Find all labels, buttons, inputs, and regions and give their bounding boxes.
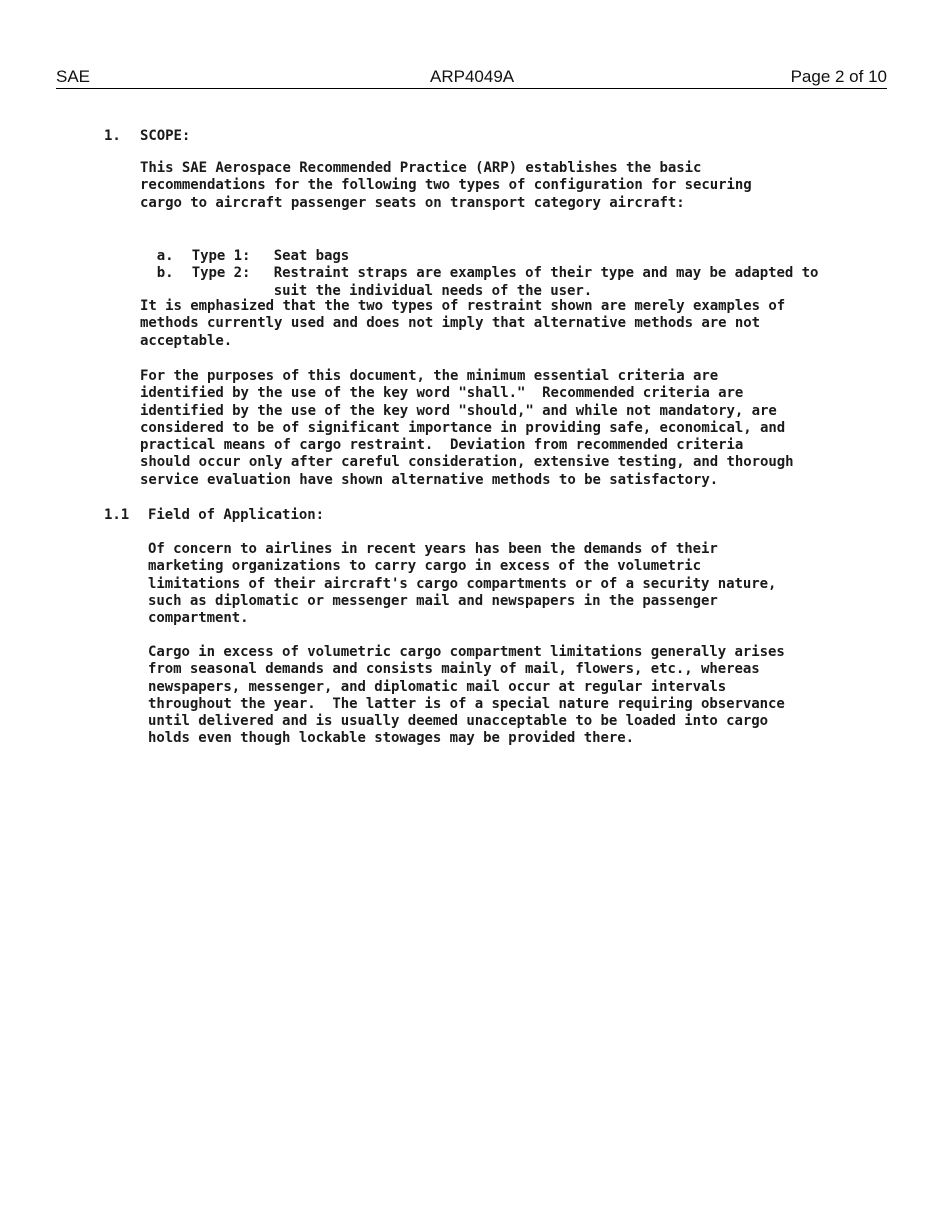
list-text: Seat bags [273,248,350,265]
section-1-title: SCOPE: [140,128,191,144]
section-1-intro: This SAE Aerospace Recommended Practice (ARP) establishes the basic recommendations for the following two types of configuration for securing cargo to aircraft passenger seats on transport category aircraft: [140,160,752,211]
list-marker: b. [156,265,174,282]
list-text: Restraint straps are examples of their type and may be adapted to suit the individual needs of the user. [273,265,819,299]
section-1-1-paragraph-1: Of concern to airlines in recent years has been the demands of their marketing organizations to carry cargo in excess of the volumetric limitations of their aircraft's cargo compartments or of a security nature, such as diplomatic or messenger mail and newspapers in the passenger compartment. [148,541,777,627]
section-1-1-paragraph-2: Cargo in excess of volumetric cargo compartment limitations generally arises from seasonal demands and consists mainly of mail, flowers, etc., whereas newspapers, messenger, and diplomatic mail occur at regular intervals throughout the year. The latter is of a special nature requiring observance until delivered and is usually deemed unacceptable to be loaded into cargo holds even though lockable stowages may be provided there. [148,644,785,747]
page-header [56,66,887,89]
section-1-paragraph-2: It is emphasized that the two types of restraint shown are merely examples of methods currently used and does not imply that alternative methods are not acceptable. [140,298,786,349]
section-1-paragraph-3: For the purposes of this document, the minimum essential criteria are identified by the use of the key word "shall." Recommended criteria are identified by the use of the key word "should," and while not mandatory, are considered to be of significant importance in providing safe, economical, and practical means of cargo restraint. Deviation from recommended criteria should occur only after careful consideration, extensive testing, and thorough service evaluation have shown alternative methods to be satisfactory. [140,368,794,488]
header-doc-number: ARP4049A [430,67,515,86]
list-item [140,248,818,300]
header-org: SAE [56,67,91,86]
list-type: Type 2: [191,265,251,282]
section-1-number: 1. [104,128,121,144]
section-1-1-number: 1.1 [104,507,130,523]
section-1-1-title: Field of Application: [148,507,324,523]
list-type: Type 1: [191,248,251,265]
list-marker: a. [156,248,174,265]
header-page-number: Page 2 of 10 [790,67,887,86]
